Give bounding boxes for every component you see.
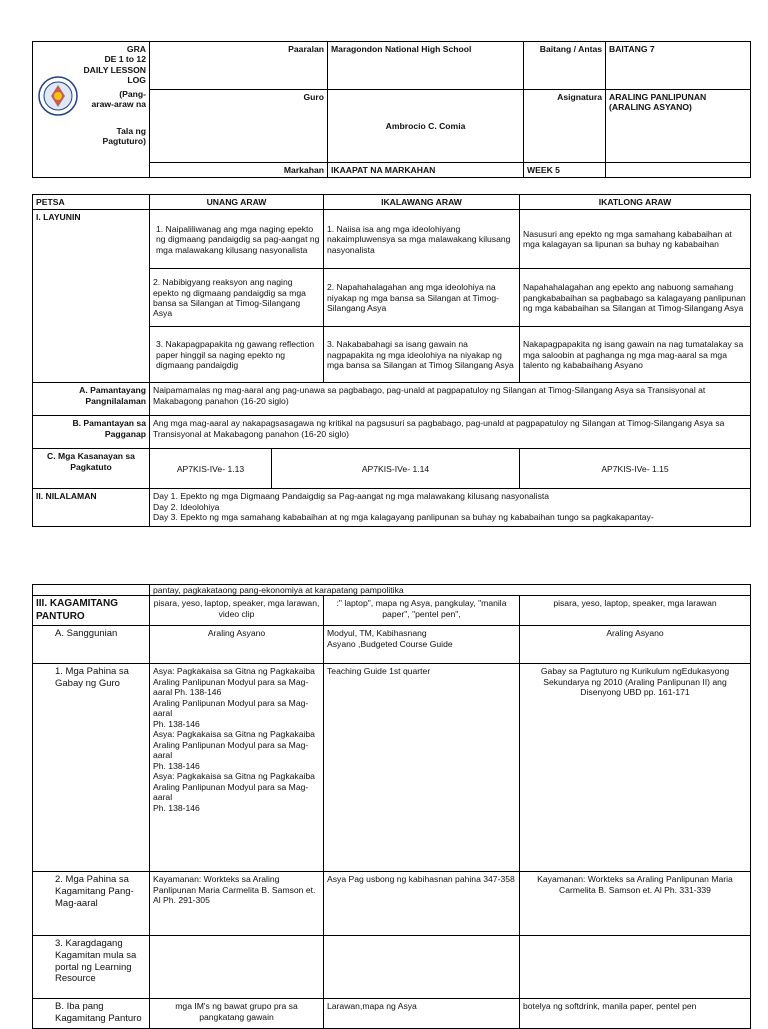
deped-seal-icon bbox=[38, 76, 78, 116]
layunin-day2: 3. Nakababahagi sa isang gawain na nagpapakita ng mga ideolohiya na niyakap ng mga bansa sa Silangan at Timog Silangang Asya bbox=[324, 327, 520, 383]
asignatura-label: Asignatura bbox=[524, 90, 606, 163]
layunin-day1: 3. Nakapagpapakita ng gawang reflection paper hinggil sa naging epekto ng digmaang pandaigdig bbox=[150, 327, 324, 383]
layunin-day3: Napahahalagahan ang epekto ang nabuong samahang pangkababaihan sa pagbabago sa kalagayang panlipunan ng mga kababaihan sa Silangan at Timog-Silangang Asya bbox=[520, 269, 751, 327]
continuation-spacer bbox=[33, 585, 150, 596]
kagamitan-day3: pisara, yeso, laptop, speaker, mga larawan bbox=[520, 596, 751, 626]
layunin-label: I. LAYUNIN bbox=[33, 210, 150, 383]
learning-resource-label: 3. Karagdagang Kagamitan mula sa portal ng Learning Resource bbox=[33, 936, 150, 999]
dll-title-cell bbox=[33, 42, 150, 178]
day3-header: IKATLONG ARAW bbox=[520, 195, 751, 210]
sanggunian-day1: Araling Asyano bbox=[150, 626, 324, 664]
nilalaman-value: Day 1. Epekto ng mga Digmaang Pandaigdig sa Pag-aangat ng mga malawakang kilusang nasyonalista Day 2. Ideolohiya Day 3. Epekto ng mga samahang kababaihan at ng mga kalagayang panlipunan sa buhay ng kababaihan tungo sa pagkakapantay- bbox=[150, 489, 751, 527]
sanggunian-day2: Modyul, TM, Kabihasnang Asyano ,Budgeted Course Guide bbox=[324, 626, 520, 664]
kagamitang-mag-aaral-day1: Kayamanan: Workteks sa Araling Panlipunan Maria Carmelita B. Samson et. Al Ph. 291-305 bbox=[150, 872, 324, 936]
asignatura-value: ARALING PANLIPUNAN (ARALING ASYANO) bbox=[606, 90, 751, 163]
learning-resource-day1 bbox=[150, 936, 324, 999]
kagamitang-mag-aaral-label: 2. Mga Pahina sa Kagamitang Pang-Mag-aaral bbox=[33, 872, 150, 936]
layunin-day2: 2. Napahahalagahan ang mga ideolohiya na niyakap ng mga bansa sa Silangan at Timog-Silangang Asya bbox=[324, 269, 520, 327]
gabay-guro-label: 1. Mga Pahina sa Gabay ng Guro bbox=[33, 664, 150, 872]
layunin-day2: 1. Naiisa isa ang mga ideolohiyang nakaimpluwensya sa mga malawakang kilusang nasyonalista bbox=[324, 210, 520, 269]
kagamitang-mag-aaral-day3: Kayamanan: Workteks sa Araling Panlipunan Maria Carmelita B. Samson et. Al Ph. 331-339 bbox=[520, 872, 751, 936]
guro-value: Ambrocio C. Comia bbox=[328, 90, 524, 163]
pamantayang-pangnilalaman-label: A. Pamantayang Pangnilalaman bbox=[33, 383, 150, 416]
iba-pang-kagamitan-day2: Larawan,mapa ng Asya bbox=[324, 999, 520, 1029]
petsa-header: PETSA bbox=[33, 195, 150, 210]
pamantayang-pangnilalaman-value: Naipamamalas ng mag-aaral ang pag-unawa sa pagbabago, pag-unald at pagpapatuloy ng Silangan at Timog-Silangang Asya sa Transisyonal at Makabagong panahon (16-20 siglo) bbox=[150, 383, 751, 416]
iba-pang-kagamitan-label: B. Iba pang Kagamitang Panturo bbox=[33, 999, 150, 1029]
dll-subtitle: (Pang- araw-araw na bbox=[91, 88, 146, 110]
sanggunian-day3: Araling Asyano bbox=[520, 626, 751, 664]
layunin-day3: Nakapagpapakita ng isang gawain na nag tumatalakay sa mga saloobin at paghanga ng mga mag-aaral sa mga talento ng kababaihang Asyano bbox=[520, 327, 751, 383]
kagamitan-label: III. KAGAMITANG PANTURO bbox=[33, 596, 150, 626]
learning-resource-day2 bbox=[324, 936, 520, 999]
header-table bbox=[32, 41, 751, 178]
kagamitan-day2: :" laptop", mapa ng Asya, pangkulay, "manila paper", "pentel pen", bbox=[324, 596, 520, 626]
paaralan-label: Paaralan bbox=[150, 42, 328, 90]
gabay-guro-day3: Gabay sa Pagtuturo ng Kurikulum ngEdukasyong Sekundarya ng 2010 (Araling Panlipunan II) ang Disenyong UBD pp. 161-171 bbox=[520, 664, 751, 872]
day1-header: UNANG ARAW bbox=[150, 195, 324, 210]
empty-cell bbox=[606, 163, 751, 178]
kasanayan-day2: AP7KIS-IVe- 1.14 bbox=[272, 449, 520, 489]
sanggunian-label: A. Sanggunian bbox=[33, 626, 150, 664]
paaralan-value: Maragondon National High School bbox=[328, 42, 524, 90]
lesson-table bbox=[32, 194, 751, 527]
kasanayan-label: C. Mga Kasanayan sa Pagkatuto bbox=[33, 449, 150, 489]
markahan-value: IKAAPAT NA MARKAHAN bbox=[328, 163, 524, 178]
dll-title: GRA DE 1 to 12 DAILY LESSON LOG bbox=[83, 44, 146, 86]
iba-pang-kagamitan-day1: mga IM's ng bawat grupo pra sa pangkatang gawain bbox=[150, 999, 324, 1029]
kasanayan-day3: AP7KIS-IVe- 1.15 bbox=[520, 449, 751, 489]
kasanayan-day1: AP7KIS-IVe- 1.13 bbox=[150, 449, 272, 489]
layunin-day3: Nasusuri ang epekto ng mga samahang kababaihan at mga kalagayan sa lipunan sa buhay ng kababaihan bbox=[520, 210, 751, 269]
gabay-guro-day2: Teaching Guide 1st quarter bbox=[324, 664, 520, 872]
pamantayan-sa-pagganap-label: B. Pamantayan sa Pagganap bbox=[33, 416, 150, 449]
baitang-value: BAITANG 7 bbox=[606, 42, 751, 90]
nilalaman-continuation: pantay, pagkakataong pang-ekonomiya at karapatang pampolitika bbox=[150, 585, 751, 596]
baitang-label: Baitang / Antas bbox=[524, 42, 606, 90]
kagamitan-day1: pisara, yeso, laptop, speaker, mga larawan, video clip bbox=[150, 596, 324, 626]
day2-header: IKALAWANG ARAW bbox=[324, 195, 520, 210]
markahan-label: Markahan bbox=[150, 163, 328, 178]
kagamitan-table bbox=[32, 584, 751, 1029]
learning-resource-day3 bbox=[520, 936, 751, 999]
week-value: WEEK 5 bbox=[524, 163, 606, 178]
gabay-guro-day1: Asya: Pagkakaisa sa Gitna ng Pagkakaiba Araling Panlipunan Modyul para sa Mag-aaral Ph. 138-146 Araling Panlipunan Modyul para sa Mag-aaral Ph. 138-146 Asya: Pagkakaisa sa Gitna ng Pagkakaiba Araling Panlipunan Modyul para sa Mag-aaral Ph. 138-146 Asya: Pagkakaisa sa Gitna ng Pagkakaiba Araling Panlipunan Modyul para sa Mag-aaral Ph. 138-146 bbox=[150, 664, 324, 872]
layunin-day1: 1. Naipaliliwanag ang mga naging epekto ng digmaang pandaigdig sa pag-aangat ng mga malawakang kilusang nasyonalista bbox=[150, 210, 324, 269]
iba-pang-kagamitan-day3: botelya ng softdrink, manila paper, pentel pen bbox=[520, 999, 751, 1029]
dll-subtitle-2: Tala ng Pagtuturo) bbox=[102, 126, 146, 147]
nilalaman-label: II. NILALAMAN bbox=[33, 489, 150, 527]
pamantayan-sa-pagganap-value: Ang mga mag-aaral ay nakapagsasagawa ng kritikal na pagsusuri sa pagbabago, pag-unald at pagpapatuloy ng Silangan at Timog-Silangang Asya sa Transisyonal at Makabagong panahon (16-20 siglo) bbox=[150, 416, 751, 449]
guro-label: Guro bbox=[150, 90, 328, 163]
kagamitang-mag-aaral-day2: Asya Pag usbong ng kabihasnan pahina 347-358 bbox=[324, 872, 520, 936]
layunin-day1: 2. Nabibigyang reaksyon ang naging epekto ng digmaang pandaigdig sa mga bansa sa Silangan at Timog-Silangang Asya bbox=[150, 269, 324, 327]
